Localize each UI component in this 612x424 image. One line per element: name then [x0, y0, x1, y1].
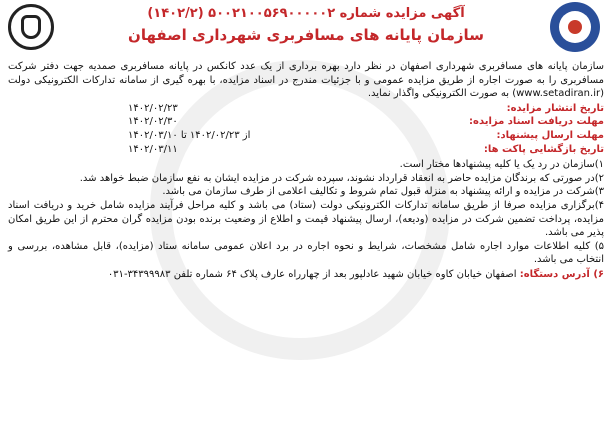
clause-list	[8, 158, 604, 267]
organization-title: سازمان پایانه های مسافربری شهرداری اصفهان	[128, 26, 484, 44]
clause-item: ۲)در صورتی که برندگان مزایده حاضر به انعقاد قرارداد نشوند، سپرده شرکت در مزایده ایشان به نفع سازمان ضبط خواهد شد.	[79, 172, 604, 184]
date-value: ۱۴۰۲/۰۲/۳۰	[128, 116, 178, 128]
address-value: اصفهان خیابان کاوه خیابان شهید عادلپور بعد از چهارراه عارف پلاک ۶۴ شماره تلفن ۳۴۳۹۹۹۸۳-۰۳۱	[107, 268, 517, 280]
date-value: ۱۴۰۲/۰۳/۱۱	[128, 143, 178, 155]
address-line	[8, 268, 604, 282]
clause-item: ۴)برگزاری مزایده صرفا از طریق سامانه تدارکات الکترونیکی دولت (ستاد) می باشد و کلیه مراحل فرآیند مزایده شامل خرید و دریافت اسناد مزایده، پرداخت تضمین شرکت در مزایده (ودیعه)، ارسال پیشنهاد قیمت و اطلاع از وضعیت برنده بودن مزایده گران محترم از این طریق امکان پذیر می باشد.	[8, 199, 604, 239]
date-row	[8, 115, 604, 129]
clause-item: ۳)شرکت در مزایده و ارائه پیشنهاد به منزله قبول تمام شروط و تکالیف اعلامی از طرف سازمان می باشد.	[162, 186, 604, 198]
terminal-organization-logo	[550, 2, 600, 52]
clause-item: ۱)سازمان در رد یک یا کلیه پیشنهادها مختار است.	[399, 159, 604, 171]
date-label: تاریخ بازگشایی پاکت ها:	[483, 143, 604, 155]
date-label: مهلت دریافت اسناد مزایده:	[469, 116, 604, 128]
notice-title: آگهی مزایده شماره ۵۰۰۲۱۰۰۵۶۹۰۰۰۰۰۲ (۱۴۰۲/۲)	[147, 6, 465, 21]
notice-body	[8, 60, 604, 282]
date-label: مهلت ارسال پیشنهاد:	[496, 129, 604, 141]
date-row	[8, 143, 604, 157]
date-label: تاریخ انتشار مزایده:	[506, 102, 604, 114]
date-row	[8, 129, 604, 143]
date-value: از ۱۴۰۲/۰۲/۲۳ تا ۱۴۰۲/۰۳/۱۰	[128, 129, 251, 141]
address-label: ۶) آدرس دستگاه:	[519, 268, 604, 280]
municipality-logo	[8, 4, 54, 50]
intro-paragraph: سازمان پایانه های مسافربری شهرداری اصفهان در نظر دارد بهره برداری از یک عدد کانکس در پایانه مسافربری صمدیه جهت دفتر شرکت مسافربری را به صورت اجاره از طریق مزایده عمومی و با جزئیات مندرج در اسناد مزایده، با بهره گیری از سامانه تدارکات الکترونیکی دولت (www.setadiran.ir) به صورت الکترونیکی واگذار نماید.	[8, 61, 604, 100]
date-row	[8, 102, 604, 116]
date-value: ۱۴۰۲/۰۲/۲۳	[128, 102, 178, 114]
notice-header	[0, 0, 612, 60]
clause-item: ۵) کلیه اطلاعات موارد اجاره شامل مشخصات، شرایط و نحوه اجاره در برد اعلان عمومی سامانه ستاد (مزایده)، قابل مشاهده، بررسی و انتخاب می باشد.	[8, 240, 604, 266]
